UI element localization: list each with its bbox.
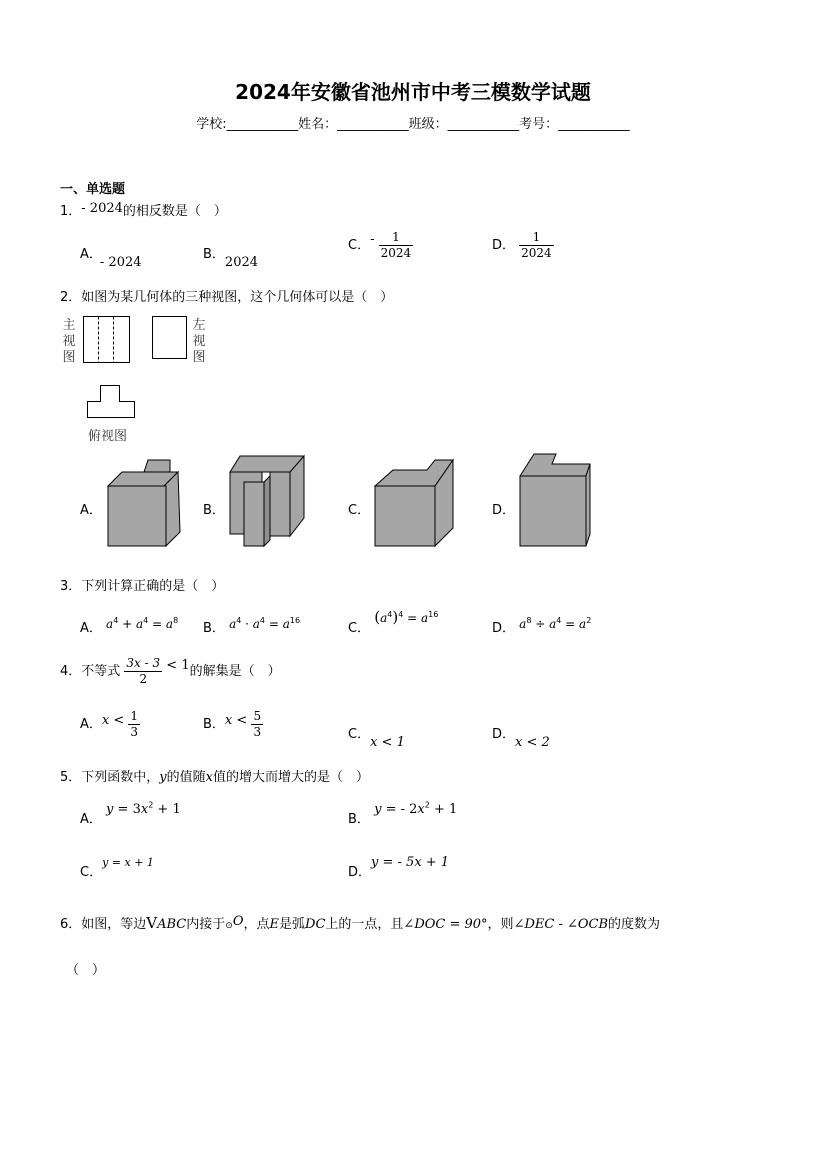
top-view-outline	[88, 386, 135, 418]
page-title: 2024年安徽省池州市中考三模数学试题	[235, 80, 591, 104]
solid-d-side	[586, 464, 590, 546]
q2-option-b-label[interactable]: B．	[203, 503, 225, 518]
q5-option-a[interactable]: A． $y = 3x^2 + 1$	[80, 800, 181, 827]
solid-d-front	[520, 476, 586, 546]
section-title: 一、单选题	[60, 182, 126, 197]
solid-d-top	[520, 454, 590, 476]
left-view-rect	[153, 317, 187, 359]
q2-option-d-label[interactable]: D．	[492, 503, 516, 518]
q3-option-a[interactable]: A． $a^4 + a^4 = a^8$	[80, 616, 179, 636]
q1-option-d[interactable]: D． $\frac{1}{2024}$	[492, 230, 552, 260]
q3-option-b[interactable]: B． $a^4 \cdot a^4 = a^{16}$	[203, 616, 301, 636]
front-view-label: 主 视 图	[62, 318, 76, 365]
q2-option-b-solid[interactable]	[226, 454, 308, 550]
q5-option-b[interactable]: B． y = - $2x^2 + 1$	[348, 800, 458, 827]
q3-option-d-math: $a^8 \div a^4 = a^2$	[519, 616, 592, 631]
q3-option-a-math: $a^4 + a^4 = a^8$	[106, 616, 179, 631]
question-4-stem: 4．不等式 $\frac{3x - 3}{2}$ < 1的解集是（ ）	[60, 656, 281, 686]
solid-c-front	[375, 486, 435, 546]
question-3-stem: 3．下列计算正确的是（ ）	[60, 579, 225, 594]
solid-b-inner	[264, 476, 270, 546]
question-2-stem: 2．如图为某几何体的三种视图，这个几何体可以是（ ）	[60, 290, 394, 305]
q5-option-d[interactable]: D．y = - 5x + 1	[348, 855, 450, 880]
question-5-stem: 5．下列函数中，y的值随x值的增大而增大的是（ ）	[60, 770, 370, 785]
solid-a-step	[144, 460, 170, 472]
q3-option-c[interactable]: C． $(a^4)^4 = a^{16}$	[348, 608, 439, 636]
q5-option-b-math: y = - $2x^2 + 1$	[374, 800, 458, 817]
q4-option-b[interactable]: B．x < $\frac{5}{3}$	[203, 709, 262, 739]
q2-option-c-solid[interactable]	[371, 456, 459, 550]
student-info-line: 学校:___________姓名：___________班级：___________考号：___________	[196, 117, 630, 132]
question-6-stem: 6．如图，等边VABC内接于⊙O，点E是弧DC上的一点，且∠DOC = 90°，则∠DEC - ∠OCB的度数为	[60, 914, 661, 932]
q1-option-a[interactable]: A．- 2024	[80, 247, 142, 270]
q3-option-b-math: $a^4 \cdot a^4 = a^{16}$	[229, 616, 301, 631]
circle-symbol-icon: ⊙	[225, 921, 233, 931]
q1-option-c[interactable]: C．- $\frac{1}{2024}$	[348, 230, 412, 260]
left-view-label: 左 视 图	[192, 318, 206, 365]
solid-b-front-left	[244, 482, 264, 546]
q4-option-d[interactable]: D．x < 2	[492, 727, 550, 750]
q3-option-d[interactable]: D． $a^8 \div a^4 = a^2$	[492, 616, 592, 636]
q2-option-d-solid[interactable]	[516, 450, 596, 550]
q5-option-c[interactable]: C．$^{y = x + 1}$	[80, 856, 154, 880]
question-6-answer-bracket: （ ）	[66, 963, 106, 978]
solid-b-front-right	[270, 472, 290, 536]
q5-option-a-math: $y = 3x^2 + 1$	[106, 800, 181, 817]
q3-option-c-math: $(a^4)^4 = a^{16}$	[374, 608, 439, 626]
front-view-square	[84, 317, 130, 363]
q2-option-c-label[interactable]: C．	[348, 503, 371, 518]
top-view-label: 俯视图	[88, 429, 128, 444]
solid-a-front	[108, 486, 166, 546]
q2-option-a-solid[interactable]	[104, 458, 186, 550]
question-1-stem: 1．- 2024的相反数是（ ）	[60, 201, 227, 219]
q4-option-c[interactable]: C．x < 1	[348, 727, 405, 750]
q4-option-a[interactable]: A．x < $\frac{1}{3}$	[80, 709, 139, 739]
q2-option-a-label[interactable]: A．	[80, 503, 102, 518]
q1-option-b[interactable]: B．2024	[203, 247, 259, 270]
top-view-svg	[84, 382, 144, 422]
